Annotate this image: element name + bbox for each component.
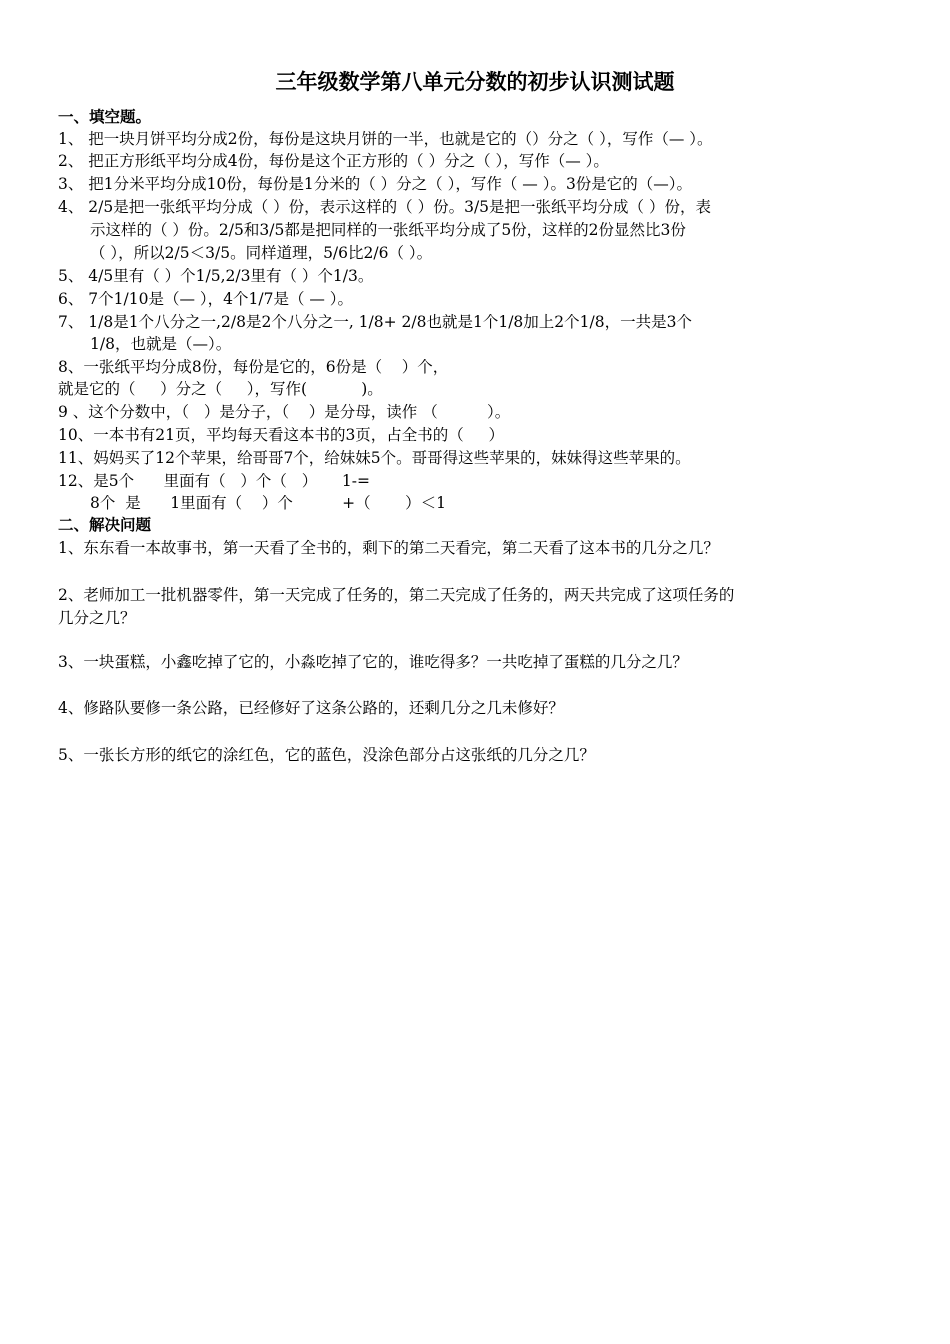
question-12-line-2: 8个 是 1里面有（ ）个 +（ ）＜1: [90, 494, 446, 512]
question-4-line-3: （ ），所以2/5＜3/5。同样道理，5/6比2/6（ ）。: [90, 244, 433, 262]
page-title: 三年级数学第八单元分数的初步认识测试题: [275, 70, 675, 94]
question-8-line-2: 就是它的（ ）分之（ ），写作( )。: [58, 380, 383, 398]
problem-4: 4、修路队要修一条公路，已经修好了这条公路的，还剩几分之几未修好？: [58, 699, 564, 717]
question-7-line-2: 1/8，也就是（—）。: [90, 335, 232, 353]
question-12-line-1: 12、是5个 里面有（ ）个（ ） 1-=: [58, 472, 370, 490]
question-1: 1、 把一块月饼平均分成2份，每份是这块月饼的一半，也就是它的（）分之（ ），写作（— ）。: [58, 130, 713, 148]
section-heading-fill-blank: 一、填空题。: [58, 108, 152, 126]
question-4-line-2: 示这样的（ ）份。2/5和3/5都是把同样的一张纸平均分成了5份，这样的2份显然比3份: [90, 221, 686, 239]
question-2: 2、 把正方形纸平均分成4份，每份是这个正方形的（ ）分之（ ），写作（— ）。: [58, 152, 609, 170]
question-6: 6、 7个1/10是（— ），4个1/7是（ — ）。: [58, 290, 354, 308]
problem-3: 3、一块蛋糕，小鑫吃掉了它的，小淼吃掉了它的，谁吃得多？一共吃掉了蛋糕的几分之几？: [58, 653, 688, 671]
section-heading-word-problems: 二、解决问题: [58, 516, 152, 534]
question-11: 11、妈妈买了12个苹果，给哥哥7个，给妹妹5个。哥哥得这些苹果的，妹妹得这些苹果的。: [58, 449, 691, 467]
problem-5: 5、一张长方形的纸它的涂红色，它的蓝色，没涂色部分占这张纸的几分之几？: [58, 746, 595, 764]
question-5: 5、 4/5里有（ ）个1/5,2/3里有（ ）个1/3。: [58, 267, 374, 285]
question-9: 9 、这个分数中，（ ）是分子，（ ）是分母，读作 （ ）。: [58, 403, 511, 421]
problem-2-line-1: 2、老师加工一批机器零件，第一天完成了任务的，第二天完成了任务的，两天共完成了这项任务的: [58, 586, 735, 604]
question-7-line-1: 7、 1/8是1个八分之一,2/8是2个八分之一, 1/8+ 2/8也就是1个1/8加上2个1/8，一共是3个: [58, 313, 692, 331]
question-4-line-1: 4、 2/5是把一张纸平均分成（ ）份，表示这样的（ ）份。3/5是把一张纸平均分成（ ）份，表: [58, 198, 711, 216]
question-8-line-1: 8、一张纸平均分成8份，每份是它的，6份是（ ）个，: [58, 358, 449, 376]
problem-1: 1、东东看一本故事书，第一天看了全书的，剩下的第二天看完，第二天看了这本书的几分之几？: [58, 539, 719, 557]
problem-2-line-2: 几分之几？: [58, 609, 136, 627]
question-3: 3、 把1分米平均分成10份，每份是1分米的（ ）分之（ ），写作（ — ）。3份是它的（—）。: [58, 175, 693, 193]
question-10: 10、一本书有21页，平均每天看这本书的3页，占全书的（ ）: [58, 426, 504, 444]
